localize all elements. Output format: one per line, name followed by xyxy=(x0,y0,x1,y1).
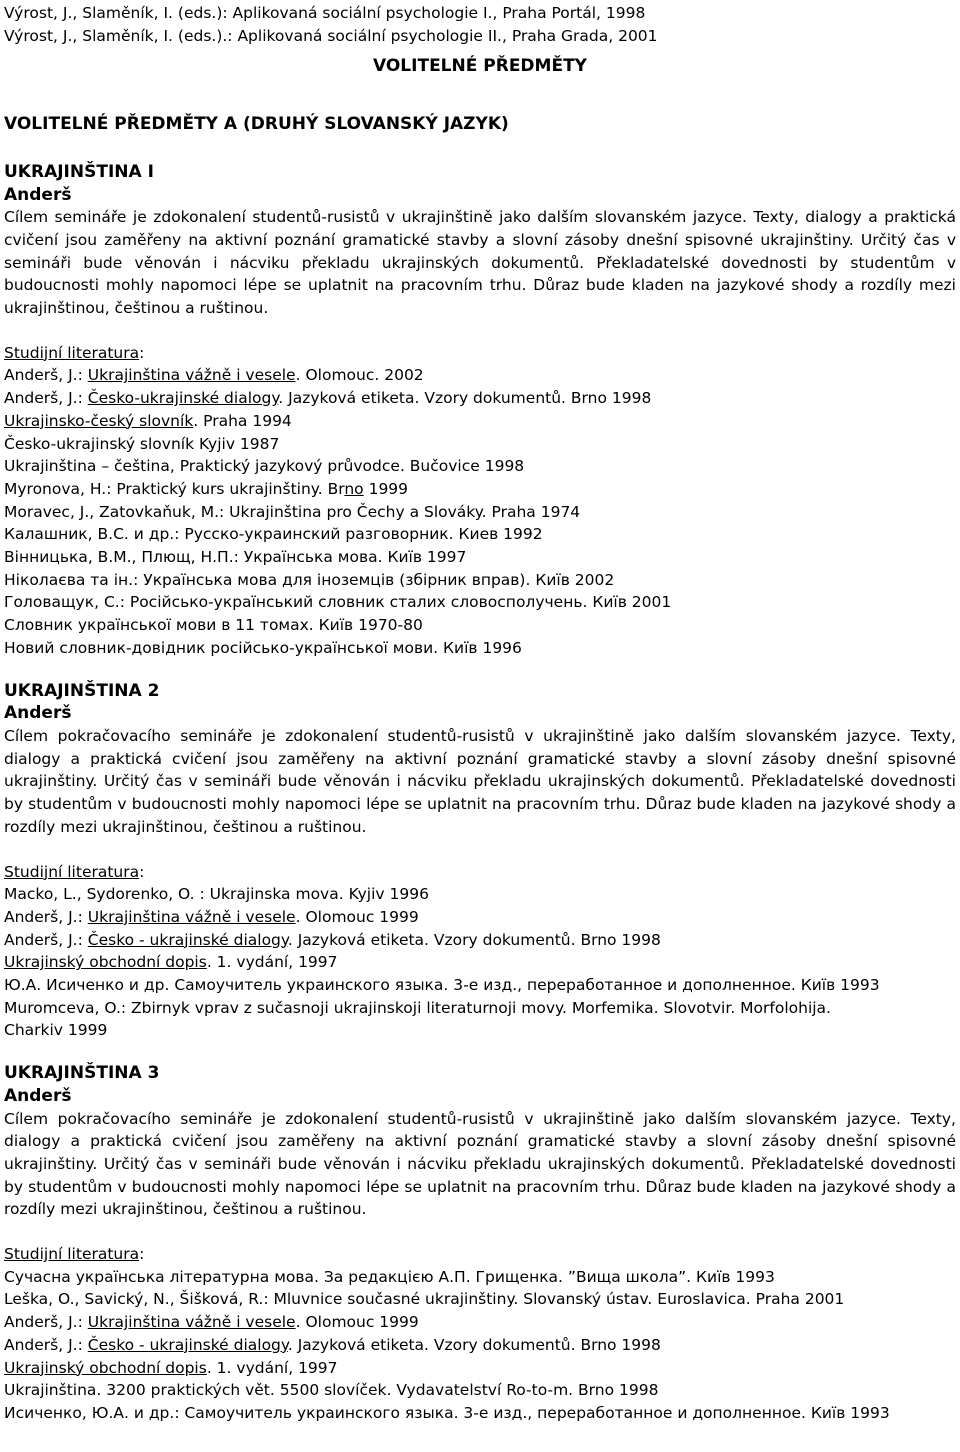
main-title: VOLITELNÉ PŘEDMĚTY xyxy=(373,56,587,77)
reference-title: Ukrajinský obchodní dopis xyxy=(4,953,207,972)
reference-post: . Olomouc 1999 xyxy=(295,907,419,926)
literature-heading xyxy=(4,1243,956,1266)
reference-title: Ukrajinsko-český slovník xyxy=(4,411,194,430)
reference-pre: Myronova, H.: Praktický kurs ukrajinštiny. Br xyxy=(4,479,345,498)
reference-post: Исиченко, Ю.А. и др.: Самоучитель украинского языка. 3-е изд., переработанное и дополненное. Київ 1993 xyxy=(4,1403,890,1422)
reference-item xyxy=(4,364,956,387)
reference-post: Новий словник-довідник російсько-української мови. Київ 1996 xyxy=(4,638,522,657)
course-block xyxy=(4,680,956,1043)
reference-item xyxy=(4,951,956,974)
reference-post: Česko-ukrajinský slovník Kyjiv 1987 xyxy=(4,434,280,453)
reference-pre: Anderš, J.: xyxy=(4,907,88,926)
course-teacher: Anderš xyxy=(4,703,72,724)
reference-title: Česko - ukrajinské dialogy xyxy=(87,1335,288,1354)
header-ref-line: Výrost, J., Slaměník, I. (eds.).: Aplikovaná sociální psychologie II., Praha Grada, 2001 xyxy=(4,26,658,45)
reference-post: . Olomouc. 2002 xyxy=(295,366,424,385)
reference-list xyxy=(4,364,956,659)
reference-pre: Anderš, J.: xyxy=(4,930,88,949)
reference-item xyxy=(4,569,956,592)
reference-item xyxy=(4,501,956,524)
reference-title: Ukrajinský obchodní dopis xyxy=(4,1358,207,1377)
reference-pre: Anderš, J.: xyxy=(4,1335,88,1354)
reference-post: Moravec, J., Zatovkaňuk, M.: Ukrajinština pro Čechy a Slováky. Praha 1974 xyxy=(4,502,581,521)
reference-post: Словник української мови в 11 томах. Київ 1970-80 xyxy=(4,616,423,635)
course-description: Cílem semináře je zdokonalení studentů-rusistů v ukrajinštině jako dalším slovanském jazyce. Texty, dialogy a praktická cvičení jsou zaměřeny na aktivní poznání gramatické stavby a slovní zásoby dnešní spisovné ukrajinštiny. Určitý čas v semináři bude věnován i nácviku překladu ukrajinských dokumentů. Překladatelské dovednosti by studentům v budoucnosti mohly napomoci lépe se uplatnit na pracovním trhu. Důraz bude kladen na jazykové shody a rozdíly mezi ukrajinštinou, češtinou a ruštinou. xyxy=(4,208,956,318)
reference-title: Česko-ukrajinské dialogy xyxy=(87,389,279,408)
literature-heading-label: Studijní literatura xyxy=(4,343,140,362)
reference-post: Muromceva, O.: Zbirnyk vprav z sučasnoji ukrajinskoji literaturnoji movy. Morfemika. Slovotvir. Morfolohija. xyxy=(4,998,831,1017)
reference-item xyxy=(4,1288,956,1311)
reference-post: Ніколаєва та ін.: Українська мова для іноземців (збірник вправ). Київ 2002 xyxy=(4,570,615,589)
reference-post: . Praha 1994 xyxy=(193,411,292,430)
reference-post: Macko, L., Sydorenko, O. : Ukrajinska mova. Kyjiv 1996 xyxy=(4,885,429,904)
reference-title: Ukrajinština vážně i vesele xyxy=(87,907,296,926)
reference-item xyxy=(4,546,956,569)
reference-post: Ukrajinština – čeština, Praktický jazykový průvodce. Bučovice 1998 xyxy=(4,457,525,476)
header-references xyxy=(4,0,956,47)
reference-post: Charkiv 1999 xyxy=(4,1021,108,1040)
literature-heading-label: Studijní literatura xyxy=(4,1245,140,1264)
course-block xyxy=(4,1062,956,1425)
reference-item xyxy=(4,1402,956,1425)
reference-list xyxy=(4,883,956,1042)
reference-item xyxy=(4,929,956,952)
reference-item xyxy=(4,997,956,1020)
course-list xyxy=(4,161,956,1425)
reference-item xyxy=(4,1266,956,1289)
reference-item xyxy=(4,523,956,546)
reference-title: Ukrajinština vážně i vesele xyxy=(87,366,296,385)
reference-item xyxy=(4,455,956,478)
reference-item xyxy=(4,1334,956,1357)
course-teacher: Anderš xyxy=(4,1085,72,1106)
literature-heading xyxy=(4,342,956,365)
literature-heading xyxy=(4,861,956,884)
reference-item xyxy=(4,883,956,906)
section-title: VOLITELNÉ PŘEDMĚTY A (DRUHÝ SLOVANSKÝ JAZYK) xyxy=(4,114,509,135)
reference-pre: Anderš, J.: xyxy=(4,389,88,408)
reference-post: Вінницька, В.М., Плющ, Н.П.: Українська мова. Київ 1997 xyxy=(4,548,467,567)
reference-post: Ю.А. Исиченко и др. Самоучитель украинского языка. 3-е изд., переработанное и дополненное. Київ 1993 xyxy=(4,976,880,995)
reference-item xyxy=(4,1311,956,1334)
course-title: UKRAJINŠTINA 2 xyxy=(4,680,160,701)
reference-item xyxy=(4,387,956,410)
reference-post: . 1. vydání, 1997 xyxy=(206,1358,338,1377)
literature-heading-colon: : xyxy=(139,1245,145,1264)
literature-heading-colon: : xyxy=(139,862,145,881)
reference-item xyxy=(4,1379,956,1402)
reference-pre: Anderš, J.: xyxy=(4,1313,88,1332)
course-title: UKRAJINŠTINA 3 xyxy=(4,1063,160,1084)
reference-post: . Olomouc 1999 xyxy=(295,1313,419,1332)
reference-title: Ukrajinština vážně i vesele xyxy=(87,1313,296,1332)
reference-post: Калашник, В.С. и др.: Русско-украинский разговорник. Киев 1992 xyxy=(4,525,543,544)
reference-item xyxy=(4,591,956,614)
reference-post: Сучасна українська літературна мова. За редакцією А.П. Грищенка. ˮВища школа”. Київ 1993 xyxy=(4,1267,775,1286)
reference-title: no xyxy=(344,479,364,498)
reference-item xyxy=(4,478,956,501)
reference-post: Ukrajinština. 3200 praktických vět. 5500 slovíček. Vydavatelství Ro-to-m. Brno 1998 xyxy=(4,1381,659,1400)
reference-post: . Jazyková etiketa. Vzory dokumentů. Brno 1998 xyxy=(287,1335,661,1354)
reference-list xyxy=(4,1266,956,1425)
reference-title: Česko - ukrajinské dialogy xyxy=(87,930,288,949)
literature-heading-colon: : xyxy=(139,343,145,362)
course-block xyxy=(4,161,956,660)
reference-item xyxy=(4,637,956,660)
header-ref-line: Výrost, J., Slaměník, I. (eds.): Aplikovaná sociální psychologie I., Praha Portál, 1998 xyxy=(4,4,646,22)
reference-post: . Jazyková etiketa. Vzory dokumentů. Brno 1998 xyxy=(287,930,661,949)
reference-post: . 1. vydání, 1997 xyxy=(206,953,338,972)
reference-item xyxy=(4,614,956,637)
course-description: Cílem pokračovacího semináře je zdokonalení studentů-rusistů v ukrajinštině jako dalším slovanském jazyce. Texty, dialogy a praktická cvičení jsou zaměřeny na aktivní poznání gramatické stavby a slovní zásoby dnešní spisovné ukrajinštiny. Určitý čas v semináři bude věnován i nácviku překladu ukrajinských dokumentů. Překladatelské dovednosti by studentům v budoucnosti mohly napomoci lépe se uplatnit na pracovním trhu. Důraz bude kladen na jazykové shody a rozdíly mezi ukrajinštinou, češtinou a ruštinou. xyxy=(4,726,956,836)
reference-item xyxy=(4,974,956,997)
reference-post: Головащук, С.: Російсько-український словник сталих словосполучень. Київ 2001 xyxy=(4,593,672,612)
reference-item xyxy=(4,433,956,456)
reference-post: Leška, O., Savický, N., Šišková, R.: Mluvnice současné ukrajinštiny. Slovanský ústav. Euroslavica. Praha 2001 xyxy=(4,1290,845,1309)
literature-heading-label: Studijní literatura xyxy=(4,862,140,881)
course-title: UKRAJINŠTINA I xyxy=(4,161,154,182)
course-teacher: Anderš xyxy=(4,184,72,205)
course-description: Cílem pokračovacího semináře je zdokonalení studentů-rusistů v ukrajinštině jako dalším slovanském jazyce. Texty, dialogy a praktická cvičení jsou zaměřeny na aktivní poznání gramatické stavby a slovní zásoby dnešní spisovné ukrajinštiny. Určitý čas v semináři bude věnován i nácviku překladu ukrajinských dokumentů. Překladatelské dovednosti by studentům v budoucnosti mohly napomoci lépe se uplatnit na pracovním trhu. Důraz bude kladen na jazykové shody a rozdíly mezi ukrajinštinou, češtinou a ruštinou. xyxy=(4,1109,956,1219)
reference-item xyxy=(4,906,956,929)
reference-item xyxy=(4,410,956,433)
reference-item xyxy=(4,1019,956,1042)
reference-pre: Anderš, J.: xyxy=(4,366,88,385)
reference-post: 1999 xyxy=(363,479,409,498)
reference-post: . Jazyková etiketa. Vzory dokumentů. Brno 1998 xyxy=(278,389,652,408)
reference-item xyxy=(4,1357,956,1380)
